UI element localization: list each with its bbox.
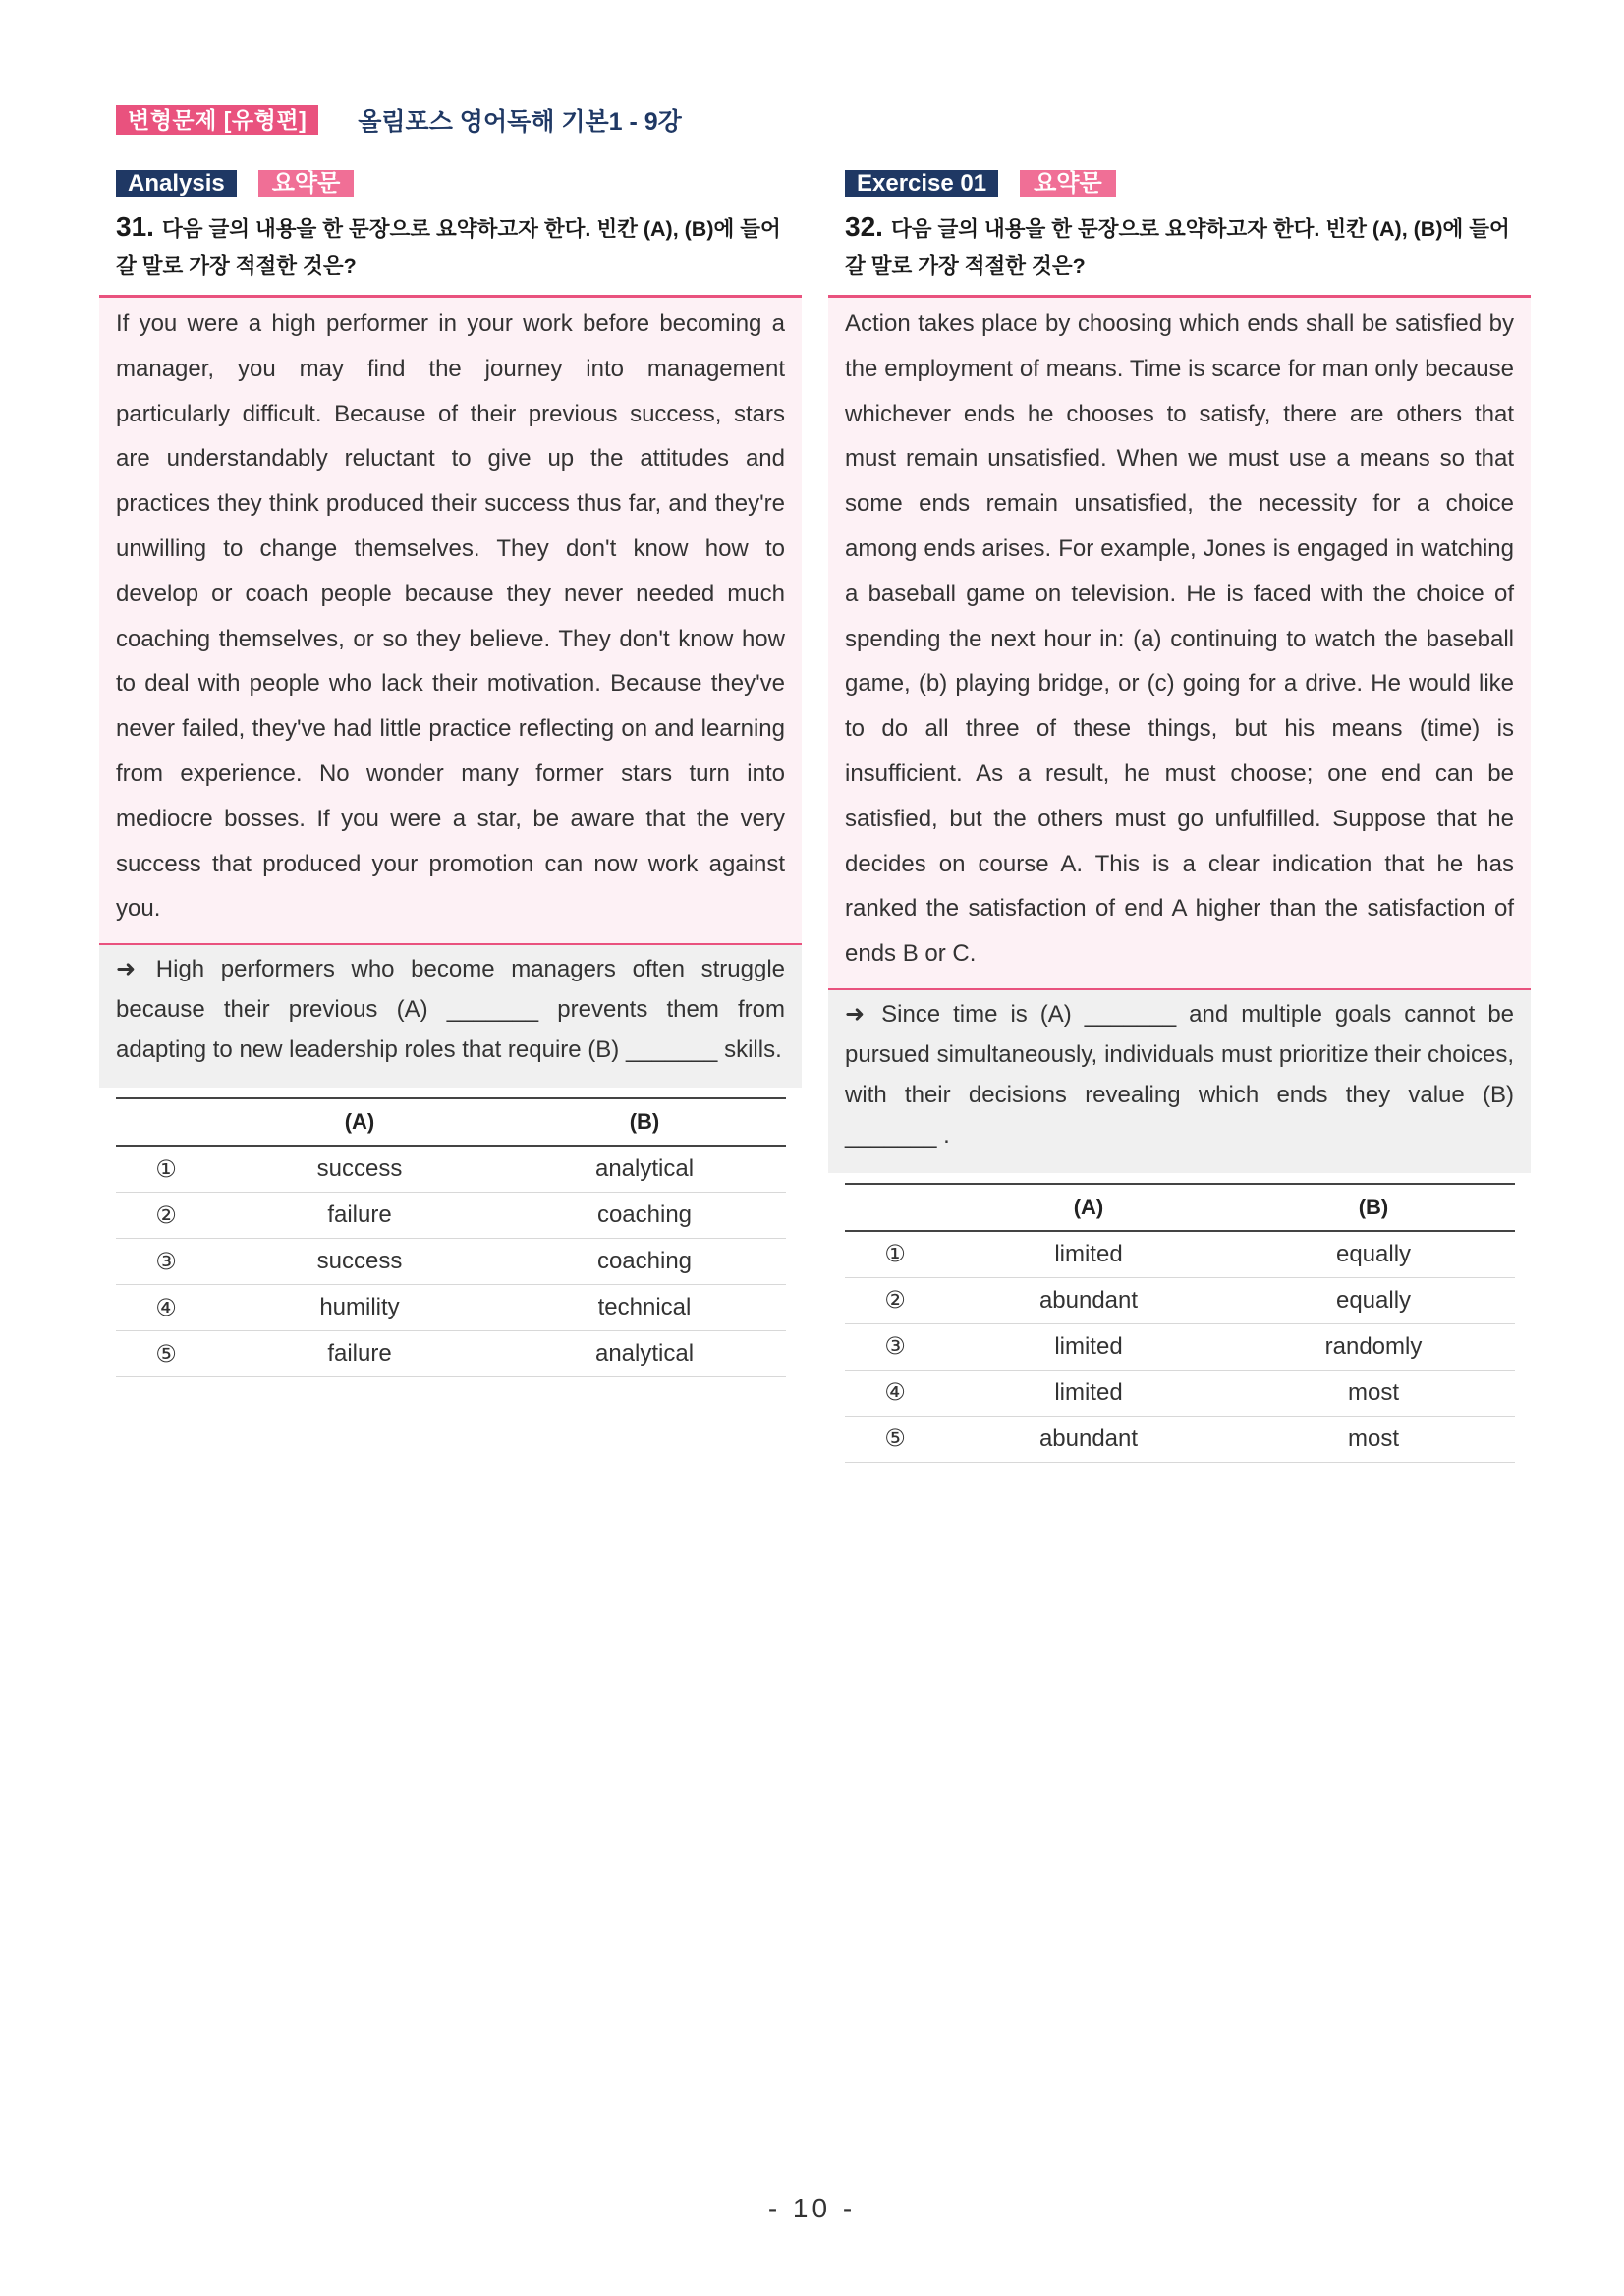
- summary-sentence: [828, 990, 1531, 1173]
- choice-number: ⑤: [845, 1416, 945, 1462]
- question-tags: [845, 169, 1515, 198]
- question-text: 다음 글의 내용을 한 문장으로 요약하고자 한다. 빈칸 (A), (B)에 들어갈 말로 가장 적절한 것은?: [845, 217, 1510, 278]
- page-header: [116, 102, 682, 138]
- choice-row[interactable]: [845, 1231, 1515, 1278]
- header-a: (A): [945, 1184, 1232, 1231]
- question-31-column: [116, 169, 786, 1377]
- question-prompt: [845, 208, 1515, 285]
- choice-number: ⑤: [116, 1331, 216, 1377]
- analysis-tag: Analysis: [116, 170, 237, 197]
- choice-number: ③: [116, 1239, 216, 1285]
- choice-b: coaching: [503, 1239, 786, 1285]
- header-number: [116, 1098, 216, 1146]
- choice-row[interactable]: [116, 1331, 786, 1377]
- choice-number: ④: [845, 1370, 945, 1416]
- choice-number: ②: [116, 1193, 216, 1239]
- reading-passage: If you were a high performer in your work before becoming a manager, you may find the journey into management particularly difficult. Because of their previous success, stars are understandably reluctant to give up the attitudes and practices they think produced their success thus far, and they're unwilling to change themselves. They don't know how to develop or coach people because they never needed much coaching themselves, or so they believe. They don't know how to deal with people who lack their motivation. Because they've never failed, they've had little practice reflecting on and learning from experience. No wonder many former stars turn into mediocre bosses. If you were a star, be aware that the very success that produced your promotion can now work against you.: [99, 295, 802, 945]
- header-b: (B): [1232, 1184, 1515, 1231]
- choice-row[interactable]: [116, 1193, 786, 1239]
- choice-number: ①: [116, 1146, 216, 1193]
- choice-row[interactable]: [116, 1285, 786, 1331]
- choice-b: coaching: [503, 1193, 786, 1239]
- choice-a: limited: [945, 1231, 1232, 1278]
- table-header-row: [116, 1098, 786, 1146]
- choice-b: most: [1232, 1416, 1515, 1462]
- choice-number: ①: [845, 1231, 945, 1278]
- question-prompt: [116, 208, 786, 285]
- exercise-tag: Exercise 01: [845, 170, 998, 197]
- summary-text: High performers who become managers often struggle because their previous (A) _______ prevents them from adapting to new leadership roles that require (B) _______ skills.: [116, 956, 786, 1064]
- choice-row[interactable]: [845, 1277, 1515, 1323]
- choice-b: technical: [503, 1285, 786, 1331]
- choice-a: failure: [216, 1331, 503, 1377]
- question-text: 다음 글의 내용을 한 문장으로 요약하고자 한다. 빈칸 (A), (B)에 들어갈 말로 가장 적절한 것은?: [116, 217, 781, 278]
- choice-b: equally: [1232, 1231, 1515, 1278]
- header-b: (B): [503, 1098, 786, 1146]
- answer-choices-table: [116, 1097, 786, 1377]
- choice-a: abundant: [945, 1416, 1232, 1462]
- summary-sentence: [99, 945, 802, 1088]
- choice-a: success: [216, 1146, 503, 1193]
- choice-a: abundant: [945, 1277, 1232, 1323]
- choice-row[interactable]: [845, 1370, 1515, 1416]
- page-title: 올림포스 영어독해 기본1 - 9강: [358, 108, 682, 136]
- reading-passage: Action takes place by choosing which ends shall be satisfied by the employment of means. Time is scarce for man only because whichever ends he chooses to satisfy, there are others that must remain unsatisfied. When we must use a means so that some ends remain unsatisfied, the necessity for a choice among ends arises. For example, Jones is engaged in watching a baseball game on television. He is faced with the choice of spending the next hour in: (a) continuing to watch the baseball game, (b) playing bridge, or (c) going for a drive. He would like to do all three of these things, but his means (time) is insufficient. As a result, he must choose; one end can be satisfied, but the others must go unfulfilled. Suppose that he decides on course A. This is a clear indication that he has ranked the satisfaction of end A higher than the satisfaction of ends B or C.: [828, 295, 1531, 990]
- choice-number: ②: [845, 1277, 945, 1323]
- choice-number: ④: [116, 1285, 216, 1331]
- choice-b: most: [1232, 1370, 1515, 1416]
- summary-type-tag: 요약문: [1020, 170, 1116, 197]
- choice-b: analytical: [503, 1146, 786, 1193]
- arrow-icon: ➜: [116, 956, 137, 983]
- variant-problem-tag: 변형문제 [유형편]: [116, 105, 318, 135]
- question-32-column: [845, 169, 1515, 1463]
- choice-row[interactable]: [845, 1416, 1515, 1462]
- table-header-row: [845, 1184, 1515, 1231]
- question-tags: [116, 169, 786, 198]
- header-number: [845, 1184, 945, 1231]
- choice-row[interactable]: [845, 1323, 1515, 1370]
- choice-b: randomly: [1232, 1323, 1515, 1370]
- choice-row[interactable]: [116, 1146, 786, 1193]
- answer-choices-table: [845, 1183, 1515, 1463]
- choice-a: limited: [945, 1323, 1232, 1370]
- choice-b: equally: [1232, 1277, 1515, 1323]
- question-number: 32.: [845, 211, 883, 242]
- choice-row[interactable]: [116, 1239, 786, 1285]
- choice-number: ③: [845, 1323, 945, 1370]
- choice-a: success: [216, 1239, 503, 1285]
- arrow-icon: ➜: [845, 1000, 866, 1028]
- choice-a: failure: [216, 1193, 503, 1239]
- summary-type-tag: 요약문: [258, 170, 355, 197]
- page-number: - 10 -: [767, 2193, 857, 2223]
- question-number: 31.: [116, 211, 154, 242]
- header-a: (A): [216, 1098, 503, 1146]
- choice-a: limited: [945, 1370, 1232, 1416]
- choice-a: humility: [216, 1285, 503, 1331]
- summary-text: Since time is (A) _______ and multiple goals cannot be pursued simultaneously, individuals must prioritize their choices, with their decisions revealing which ends they value (B) _______ .: [845, 1000, 1515, 1148]
- choice-b: analytical: [503, 1331, 786, 1377]
